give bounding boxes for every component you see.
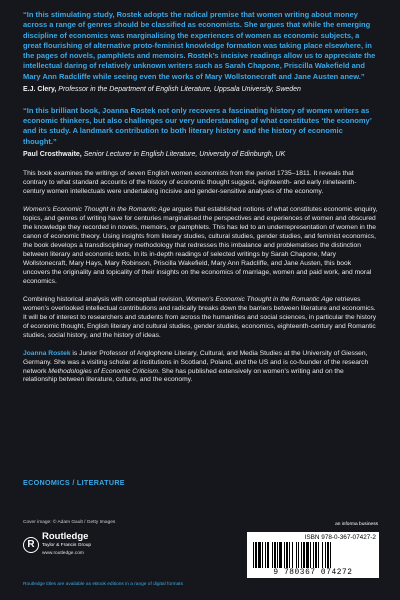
paragraph-text: Combining historical analysis with conceptual revision, [23, 295, 186, 303]
cover-image-credit: Cover image: © Adam Gault / Getty Images [23, 520, 116, 525]
description-paragraph: This book examines the writings of seven English women economists from the period 1735–1811. It reveals that contrary to what standard accounts of the history of economic thought suggest, eighteenth- and early nineteenth-century women intellectuals were undertaking incisive and gender-sensitive analyses of the economy. [23, 170, 357, 196]
book-description [23, 170, 378, 385]
endorsement-attribution [23, 85, 378, 94]
description-paragraph [23, 206, 378, 287]
description-paragraph [23, 296, 378, 341]
informa-tagline: an informa business [335, 522, 378, 527]
endorsement-quote: “In this brilliant book, Joanna Rostek not only recovers a fascinating history of women writers as economic thinkers, but also challenges our very understanding of what constitutes ‘the economy’ and its study. A landmark contribution to both literary history and the history of economic thought.” [23, 105, 372, 146]
publisher-url: www.routledge.com [42, 551, 84, 557]
endorser-role: Senior Lecturer in English Literature, University of Edinburgh, UK [83, 151, 286, 159]
isbn-number: ISBN 978-0-367-07427-2 [304, 534, 376, 541]
publisher-name: Routledge [42, 531, 89, 542]
endorsement-2 [23, 106, 378, 159]
barcode-icon [251, 542, 375, 568]
endorser-name: Paul Crosthwaite, [23, 151, 82, 159]
barcode-panel [247, 532, 379, 578]
publisher-text [42, 532, 91, 557]
endorsement-attribution [23, 150, 378, 159]
endorsement-1 [23, 10, 378, 94]
cover-content [23, 10, 378, 394]
bio-text: is Junior Professor of Anglophone Literary, Cultural, and Media Studies at the University of Giessen, Germany. She was a visiting scholar at institutions in Scotland, Poland, and the US and is co-founder of the research network [23, 349, 369, 375]
bio-text: . She has published extensively on women’s writing and on the relationship between literature, culture, and the economy. [23, 367, 344, 384]
barcode-digits: 9 780367 074272 [273, 569, 353, 577]
endorser-name: E.J. Clery, [23, 85, 57, 93]
ebook-availability-note: Routledge titles are available as eBook editions in a range of digital formats [23, 582, 183, 587]
endorsement-quote: “In this stimulating study, Rostek adopts the radical premise that women writing about money across a range of genres should be classified as economists. She argues that while the emerging discipline of economics was marginalising the experiences of women as economic subjects, a great flourishing of alternative proto-feminist knowledge formation was taking place elsewhere, in the pages of novels, pamphlets and memoirs. Rostek’s incisive readings allow us to appreciate the intellectual daring of relatively unknown writers such as Sarah Chapone, Priscilla Wakefield and Mary Ann Radcliffe while seeing even the works of Mary Wollstonecraft and Jane Austen anew.” [23, 10, 376, 81]
endorser-role: Professor in the Department of English Literature, Uppsala University, Sweden [58, 85, 301, 93]
book-title-ref: Women’s Economic Thought in the Romantic Age [185, 295, 334, 303]
paragraph-text: argues that established notions of what constitutes economic enquiry, topics, and genres of writing have for centuries marginalised the perspectives and experiences of women and obscured the knowledge they recorded in novels, memoirs, or pamphlets. This has led to an underrepresentation of women in the canon of economic theory. Using insights from literary studies, cultural studies, gender studies, and feminist economics, the book develops a transdisciplinary methodology that redresses this imbalance and problematises the distinction between literary and economic texts. In its in-depth readings of selected writings by Sarah Chapone, Mary Wollstonecraft, Mary Hays, Mary Robinson, Priscilla Wakefield, Mary Ann Radcliffe, and Jane Austen, this book uncovers the originality and topicality of their insights on the economics of marriage, women and paid work, and moral economics. [23, 206, 378, 285]
author-bio [23, 350, 378, 386]
publisher-group: Taylor & Francis Group [42, 542, 92, 548]
author-name: Joanna Rostek [23, 349, 71, 357]
network-name: Methodologies of Economic Criticism [48, 367, 158, 375]
book-title-ref: Women’s Economic Thought in the Romantic Age [23, 206, 171, 214]
subject-category: ECONOMICS / LITERATURE [23, 478, 125, 487]
publisher-logo [23, 532, 91, 557]
routledge-mark-icon: R [23, 537, 39, 553]
paragraph-text: retrieves women’s overlooked intellectual contributions and radically breaks down the barriers between literature and economics. It will be of interest to researchers and students from across the humanities and social sciences, in particular the history of economic thought, English literary and cultural studies, gender studies, economics, eighteenth-century and Romantic studies, social history, and the history of ideas. [23, 295, 377, 339]
